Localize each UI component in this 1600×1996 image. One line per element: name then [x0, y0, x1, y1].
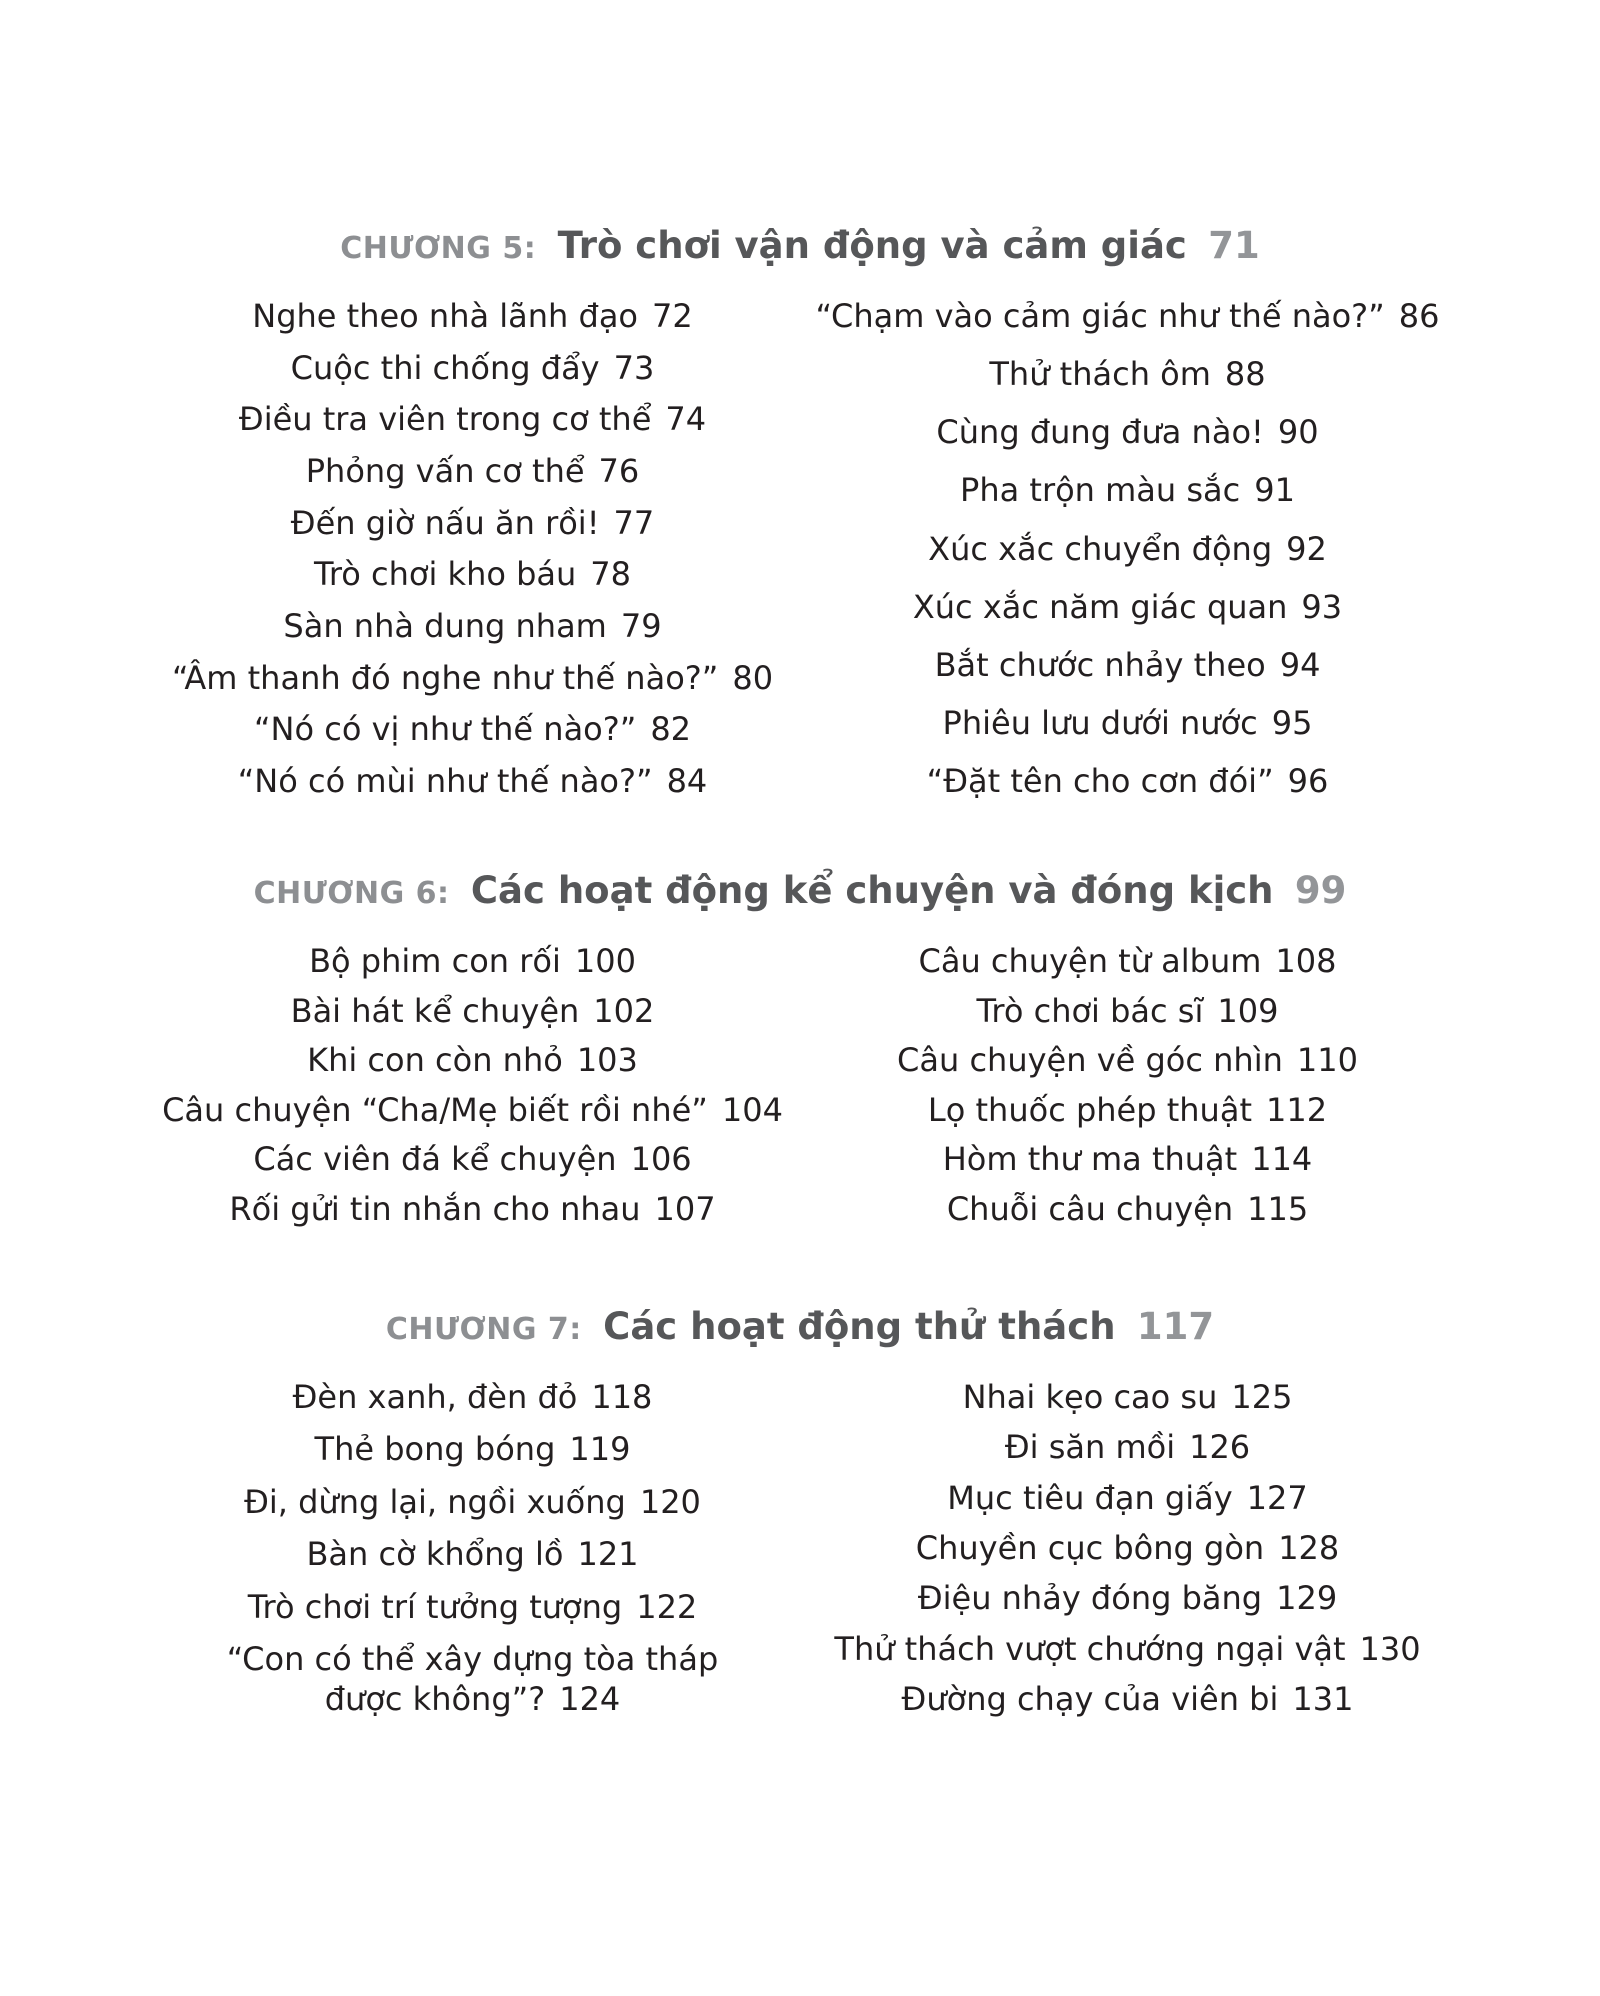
- chapter-columns: [150, 1377, 1450, 1719]
- toc-entry: [943, 703, 1313, 743]
- toc-entry-label: Câu chuyện “Cha/Mẹ biết rồi nhé”: [162, 1090, 708, 1129]
- toc-entry: [902, 1679, 1354, 1719]
- toc-entry-page: 118: [591, 1378, 653, 1416]
- toc-entry: [943, 1139, 1313, 1179]
- toc-entry-label: Xúc xắc năm giác quan: [912, 587, 1288, 626]
- toc-entry-label: Xúc xắc chuyển động: [928, 529, 1273, 568]
- toc-entry-page: 128: [1278, 1528, 1340, 1567]
- toc-column-left: [150, 296, 795, 801]
- toc-entry: [254, 709, 691, 749]
- toc-entry: [913, 587, 1342, 627]
- toc-entry-page: 104: [721, 1090, 783, 1129]
- toc-entry-label: Đi, dừng lại, ngồi xuống: [244, 1482, 626, 1521]
- toc-entry-page: 73: [613, 348, 655, 387]
- toc-entry-page: 129: [1276, 1579, 1338, 1618]
- toc-entry-page: 124: [559, 1679, 621, 1718]
- toc-column-left: [150, 941, 795, 1229]
- toc-entry: [306, 1534, 638, 1574]
- toc-entry: [307, 1040, 638, 1080]
- chapter-title: Các hoạt động thử thách: [603, 1305, 1116, 1348]
- toc-entry-label: Thẻ bong bóng: [314, 1430, 556, 1469]
- chapter-heading: [150, 222, 1450, 274]
- toc-entry: [989, 354, 1265, 394]
- toc-entry: [897, 1040, 1358, 1080]
- chapter-7-section: [150, 1303, 1450, 1719]
- toc-entry-page: 86: [1398, 297, 1440, 335]
- toc-entry-page: 110: [1296, 1041, 1358, 1080]
- chapter-page-number: 99: [1294, 869, 1347, 912]
- toc-entry: [834, 1629, 1420, 1669]
- toc-entry-page: 122: [636, 1587, 698, 1626]
- toc-entry: [315, 1429, 631, 1469]
- toc-entry-label: Đến giờ nấu ăn rồi!: [290, 503, 600, 542]
- toc-entry: [963, 1377, 1293, 1417]
- toc-entry-page: 84: [666, 761, 708, 800]
- toc-entry: [291, 991, 655, 1031]
- toc-entry-label: Thử thách vượt chướng ngại vật: [834, 1629, 1346, 1668]
- toc-entry-label: “Âm thanh đó nghe như thế nào?”: [171, 658, 719, 697]
- toc-entry-label: “Nó có vị như thế nào?”: [253, 710, 637, 749]
- toc-entry-label: “Nó có mùi như thế nào?”: [237, 761, 653, 800]
- toc-entry-label: Khi con còn nhỏ: [307, 1041, 563, 1080]
- toc-entry: [239, 399, 706, 439]
- toc-entry-page: 114: [1251, 1140, 1313, 1179]
- toc-entry-label: Trò chơi kho báu: [313, 555, 577, 594]
- chapter-heading: [150, 867, 1450, 919]
- toc-entry: [193, 1639, 753, 1719]
- toc-entry-page: 76: [598, 451, 640, 490]
- toc-entry-page: 108: [1275, 942, 1337, 980]
- toc-entry: [928, 529, 1327, 569]
- toc-entry: [248, 1587, 698, 1627]
- toc-entry-label: Điệu nhảy đóng băng: [917, 1579, 1263, 1618]
- chapter-columns: [150, 296, 1450, 801]
- toc-entry-page: 127: [1246, 1478, 1308, 1517]
- toc-entry-page: 130: [1359, 1629, 1421, 1668]
- toc-entry-label: Điều tra viên trong cơ thể: [238, 400, 652, 439]
- toc-entry-label: Trò chơi bác sĩ: [976, 991, 1204, 1030]
- toc-entry: [977, 991, 1279, 1031]
- toc-entry-page: 109: [1217, 991, 1279, 1030]
- toc-entry-label: Bắt chước nhảy theo: [934, 645, 1266, 684]
- toc-entry-label: Nhai kẹo cao su: [962, 1378, 1218, 1416]
- toc-entry-label: Phiêu lưu dưới nước: [942, 703, 1258, 742]
- toc-entry: [162, 1090, 783, 1130]
- toc-entry-page: 93: [1301, 587, 1343, 626]
- toc-entry: [947, 1189, 1308, 1229]
- toc-entry: [306, 451, 640, 491]
- toc-entry-page: 103: [576, 1041, 638, 1080]
- toc-entry-label: Pha trộn màu sắc: [960, 471, 1241, 510]
- toc-entry-label: Mục tiêu đạn giấy: [947, 1478, 1233, 1517]
- toc-entry: [960, 470, 1295, 510]
- toc-entry-page: 92: [1286, 529, 1327, 568]
- toc-entry-label: Bài hát kể chuyện: [290, 991, 580, 1030]
- toc-entry-label: Đường chạy của viên bi: [901, 1679, 1279, 1718]
- toc-entry: [916, 1528, 1340, 1568]
- toc-entry-label: Sàn nhà dung nham: [283, 606, 607, 645]
- toc-entry: [283, 606, 661, 646]
- toc-entry: [314, 554, 631, 594]
- toc-entry-page: 125: [1231, 1378, 1293, 1416]
- toc-entry-page: 96: [1287, 762, 1329, 800]
- chapter-page-number: 117: [1136, 1305, 1215, 1348]
- chapter-heading: [150, 1303, 1450, 1355]
- toc-entry: [919, 941, 1337, 981]
- chapter-title: Trò chơi vận động và cảm giác: [557, 224, 1187, 267]
- toc-entry-page: 72: [652, 297, 693, 335]
- toc-entry-page: 95: [1271, 703, 1313, 742]
- toc-entry: [244, 1482, 701, 1522]
- toc-entry-page: 78: [590, 555, 632, 594]
- toc-entry-label: Câu chuyện về góc nhìn: [897, 1041, 1283, 1080]
- chapter-label: CHƯƠNG 6:: [253, 876, 450, 911]
- chapter-page-number: 71: [1208, 224, 1260, 267]
- toc-entry-label: Lọ thuốc phép thuật: [927, 1090, 1252, 1129]
- toc-entry: [252, 296, 692, 336]
- toc-column-right: [805, 941, 1450, 1229]
- toc-column-right: [805, 296, 1450, 801]
- toc-entry: [293, 1377, 653, 1417]
- toc-entry-label: Đi săn mồi: [1004, 1428, 1176, 1467]
- toc-entry-page: 112: [1265, 1090, 1328, 1129]
- chapter-6-section: [150, 867, 1450, 1229]
- toc-entry-label: “Chạm vào cảm giác như thế nào?”: [815, 297, 1385, 335]
- toc-entry-label: Bộ phim con rối: [309, 942, 561, 980]
- toc-entry: [291, 503, 654, 543]
- toc-entry-page: 94: [1279, 645, 1321, 684]
- toc-entry-page: 90: [1277, 413, 1319, 452]
- toc-column-right: [805, 1377, 1450, 1719]
- toc-entry-label: “Con có thể xây dựng tòa tháp được không”?: [226, 1639, 719, 1718]
- chapter-label: CHƯƠNG 7:: [385, 1312, 582, 1347]
- toc-entry-label: Các viên đá kể chuyện: [253, 1140, 617, 1179]
- toc-entry-page: 121: [577, 1535, 639, 1574]
- toc-entry: [229, 1189, 715, 1229]
- toc-entry-label: Đèn xanh, đèn đỏ: [292, 1378, 578, 1416]
- toc-entry-label: Chuỗi câu chuyện: [946, 1189, 1234, 1228]
- toc-entry-label: Chuyền cục bông gòn: [915, 1528, 1265, 1567]
- toc-entry: [172, 658, 773, 698]
- toc-entry: [928, 1090, 1327, 1130]
- chapter-columns: [150, 941, 1450, 1229]
- toc-entry-label: Câu chuyện từ album: [918, 942, 1262, 980]
- toc-entry-label: Cuộc thi chống đẩy: [290, 348, 600, 387]
- toc-entry-label: Nghe theo nhà lãnh đạo: [252, 297, 638, 335]
- toc-entry: [238, 761, 708, 801]
- toc-entry-label: Thử thách ôm: [989, 355, 1211, 394]
- toc-entry-page: 102: [593, 991, 655, 1030]
- toc-entry-page: 77: [613, 503, 655, 542]
- toc-entry: [936, 412, 1318, 452]
- toc-entry-page: 79: [620, 606, 662, 645]
- toc-entry-page: 115: [1247, 1189, 1309, 1228]
- toc-entry: [816, 296, 1440, 336]
- toc-entry-label: Phỏng vấn cơ thể: [305, 451, 585, 490]
- toc-entry-label: Bàn cờ khổng lồ: [306, 1535, 564, 1574]
- toc-entry-page: 88: [1224, 355, 1266, 394]
- toc-entry-page: 80: [732, 658, 774, 697]
- toc-entry-label: Hòm thư ma thuật: [942, 1140, 1238, 1179]
- toc-entry: [927, 761, 1329, 801]
- toc-entry: [935, 645, 1321, 685]
- toc-entry: [947, 1478, 1307, 1518]
- toc-entry-page: 120: [639, 1482, 701, 1521]
- toc-entry-page: 131: [1292, 1679, 1354, 1718]
- chapter-5-section: [150, 222, 1450, 801]
- toc-entry-page: 91: [1254, 471, 1295, 510]
- chapter-title: Các hoạt động kể chuyện và đóng kịch: [470, 869, 1274, 912]
- toc-entry-label: “Đặt tên cho cơn đói”: [926, 762, 1274, 800]
- toc-entry-label: Trò chơi trí tưởng tượng: [247, 1587, 623, 1626]
- toc-entry-page: 74: [665, 400, 707, 439]
- toc-entry: [291, 348, 655, 388]
- toc-entry-page: 126: [1189, 1428, 1251, 1467]
- toc-entry-label: Cùng đung đưa nào!: [936, 413, 1264, 452]
- toc-entry-page: 119: [569, 1430, 631, 1469]
- toc-entry-page: 82: [650, 710, 692, 749]
- toc-entry-page: 107: [654, 1189, 716, 1228]
- toc-entry: [253, 1139, 691, 1179]
- toc-entry-page: 106: [630, 1140, 692, 1179]
- toc-column-left: [150, 1377, 795, 1719]
- toc-entry-label: Rối gửi tin nhắn cho nhau: [229, 1189, 641, 1228]
- toc-entry: [309, 941, 636, 981]
- chapter-label: CHƯƠNG 5:: [340, 231, 537, 266]
- toc-entry: [1005, 1427, 1250, 1467]
- toc-entry: [918, 1578, 1337, 1618]
- toc-entry-page: 100: [574, 942, 636, 980]
